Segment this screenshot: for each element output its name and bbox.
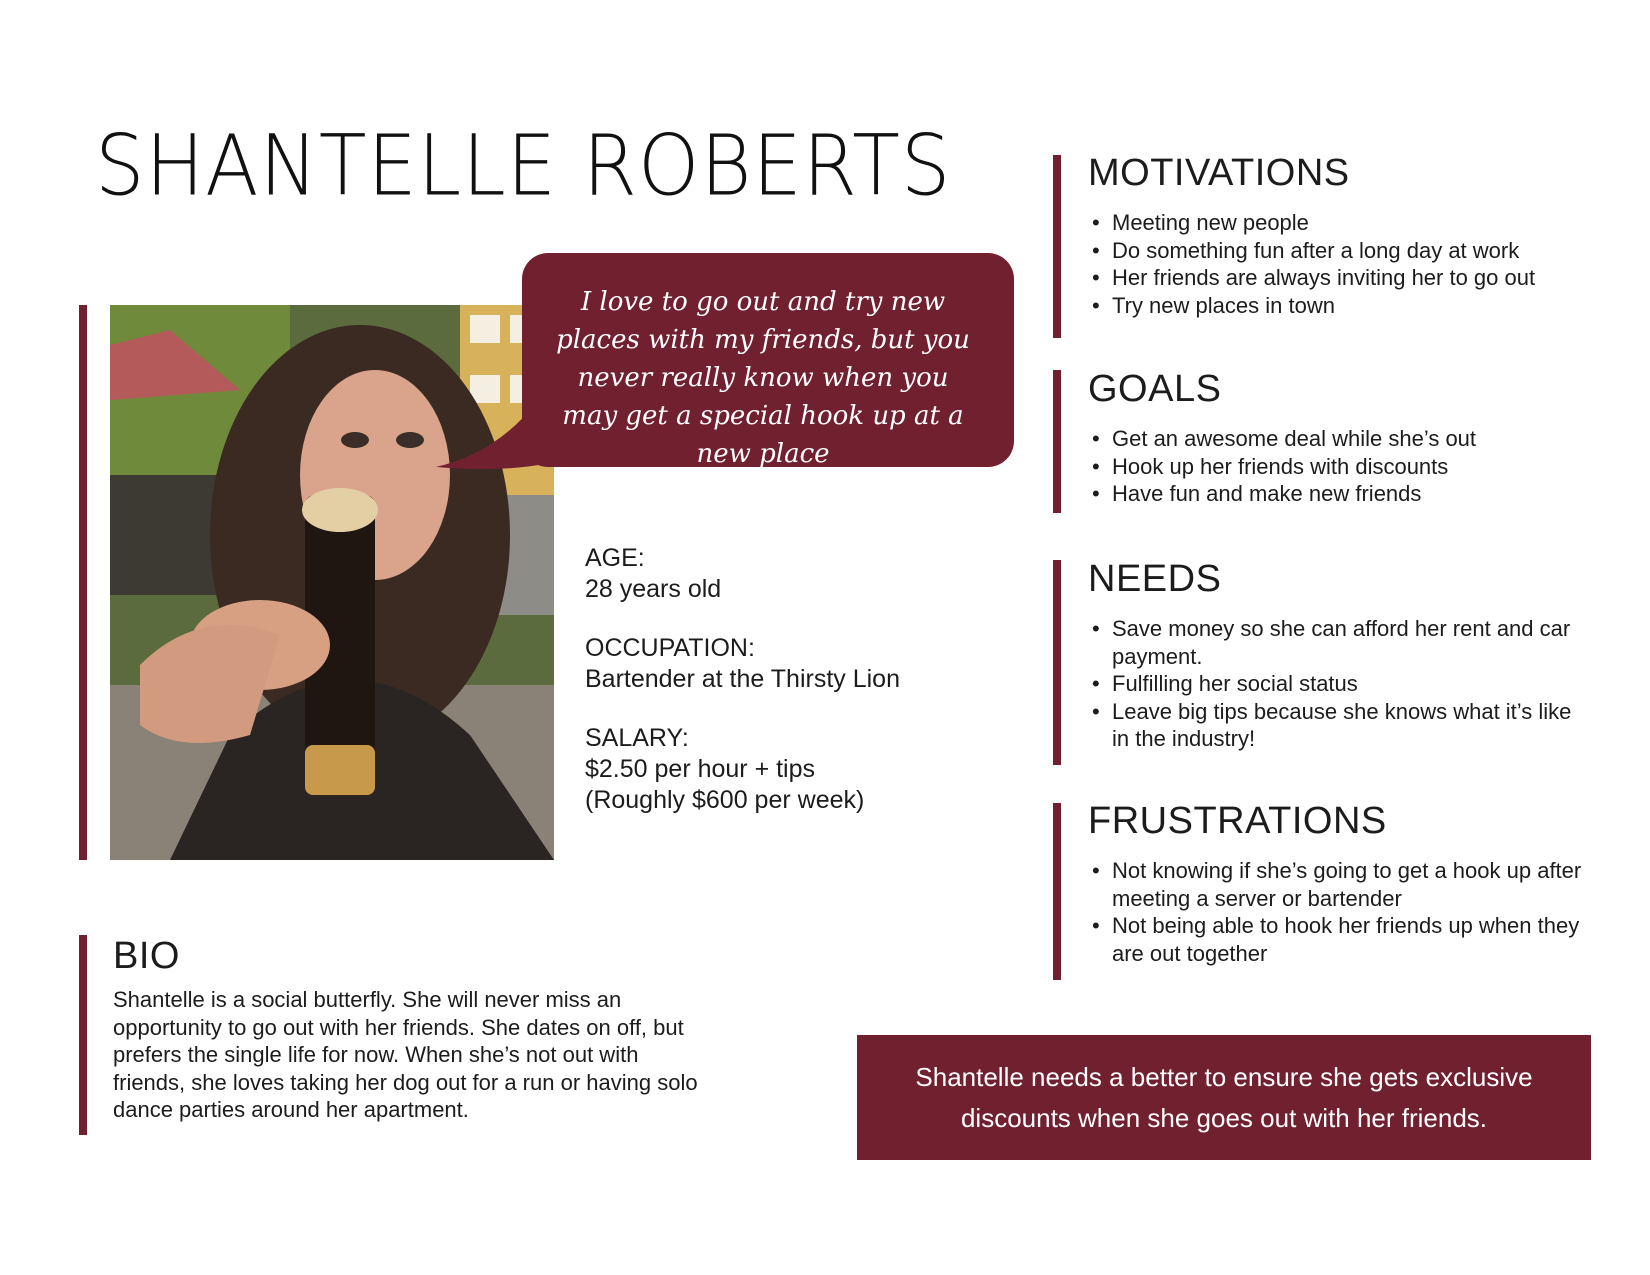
list-item: • Do something fun after a long day at work [1088,237,1608,265]
motivations-list [1088,209,1608,319]
needs-accent-bar [1053,560,1061,765]
salary-weekly: (Roughly $600 per week) [585,786,865,814]
needs-list [1088,615,1588,753]
needs-heading: NEEDS [1088,558,1222,600]
persona-facts [585,543,965,816]
frustrations-list [1088,857,1588,967]
age-label: AGE: [585,544,645,572]
quote-bubble [436,253,1014,493]
list-item: • Try new places in town [1088,292,1608,320]
needs-section [1088,558,1588,753]
frustrations-accent-bar [1053,803,1061,980]
list-item: • Not being able to hook her friends up when they are out together [1088,912,1588,967]
list-item: • Get an awesome deal while she’s out [1088,425,1608,453]
bio-text: Shantelle is a social butterfly. She will never miss an opportunity to go out with her friends. She dates on off, but prefers the single life for now. When she’s not out with friends, she loves taking her dog out for a run or having solo dance parties around her apartment. [113,987,698,1122]
list-item: • Leave big tips because she knows what it’s like in the industry! [1088,698,1588,753]
frustrations-heading: FRUSTRATIONS [1088,800,1387,842]
list-item: • Have fun and make new friends [1088,480,1608,508]
occupation-label: OCCUPATION: [585,634,755,662]
frustrations-section [1088,800,1588,967]
bio-section [113,935,713,1124]
motivations-accent-bar [1053,155,1061,338]
list-item: • Meeting new people [1088,209,1608,237]
persona-name: SHANTELLE ROBERTS [95,118,952,216]
list-item: • Save money so she can afford her rent and car payment. [1088,615,1588,670]
motivations-section [1088,152,1608,319]
list-item: • Her friends are always inviting her to go out [1088,264,1608,292]
need-statement-callout: Shantelle needs a better to ensure she gets exclusive discounts when she goes out with her friends. [857,1035,1591,1160]
salary-label: SALARY: [585,724,689,752]
list-item: • Fulfilling her social status [1088,670,1588,698]
photo-accent-bar [79,305,87,860]
bio-accent-bar [79,935,87,1135]
list-item: • Hook up her friends with discounts [1088,453,1608,481]
goals-heading: GOALS [1088,368,1222,410]
list-item: • Not knowing if she’s going to get a hook up after meeting a server or bartender [1088,857,1588,912]
age-value: 28 years old [585,575,722,603]
motivations-heading: MOTIVATIONS [1088,152,1350,194]
persona-quote: I love to go out and try new places with my friends, but you never really know when you may get a special hook up at a new place [556,287,970,469]
goals-section [1088,368,1608,508]
occupation-value: Bartender at the Thirsty Lion [585,665,900,693]
goals-list [1088,425,1608,508]
goals-accent-bar [1053,370,1061,513]
salary-value: $2.50 per hour + tips [585,755,816,783]
bio-heading: BIO [113,935,180,977]
